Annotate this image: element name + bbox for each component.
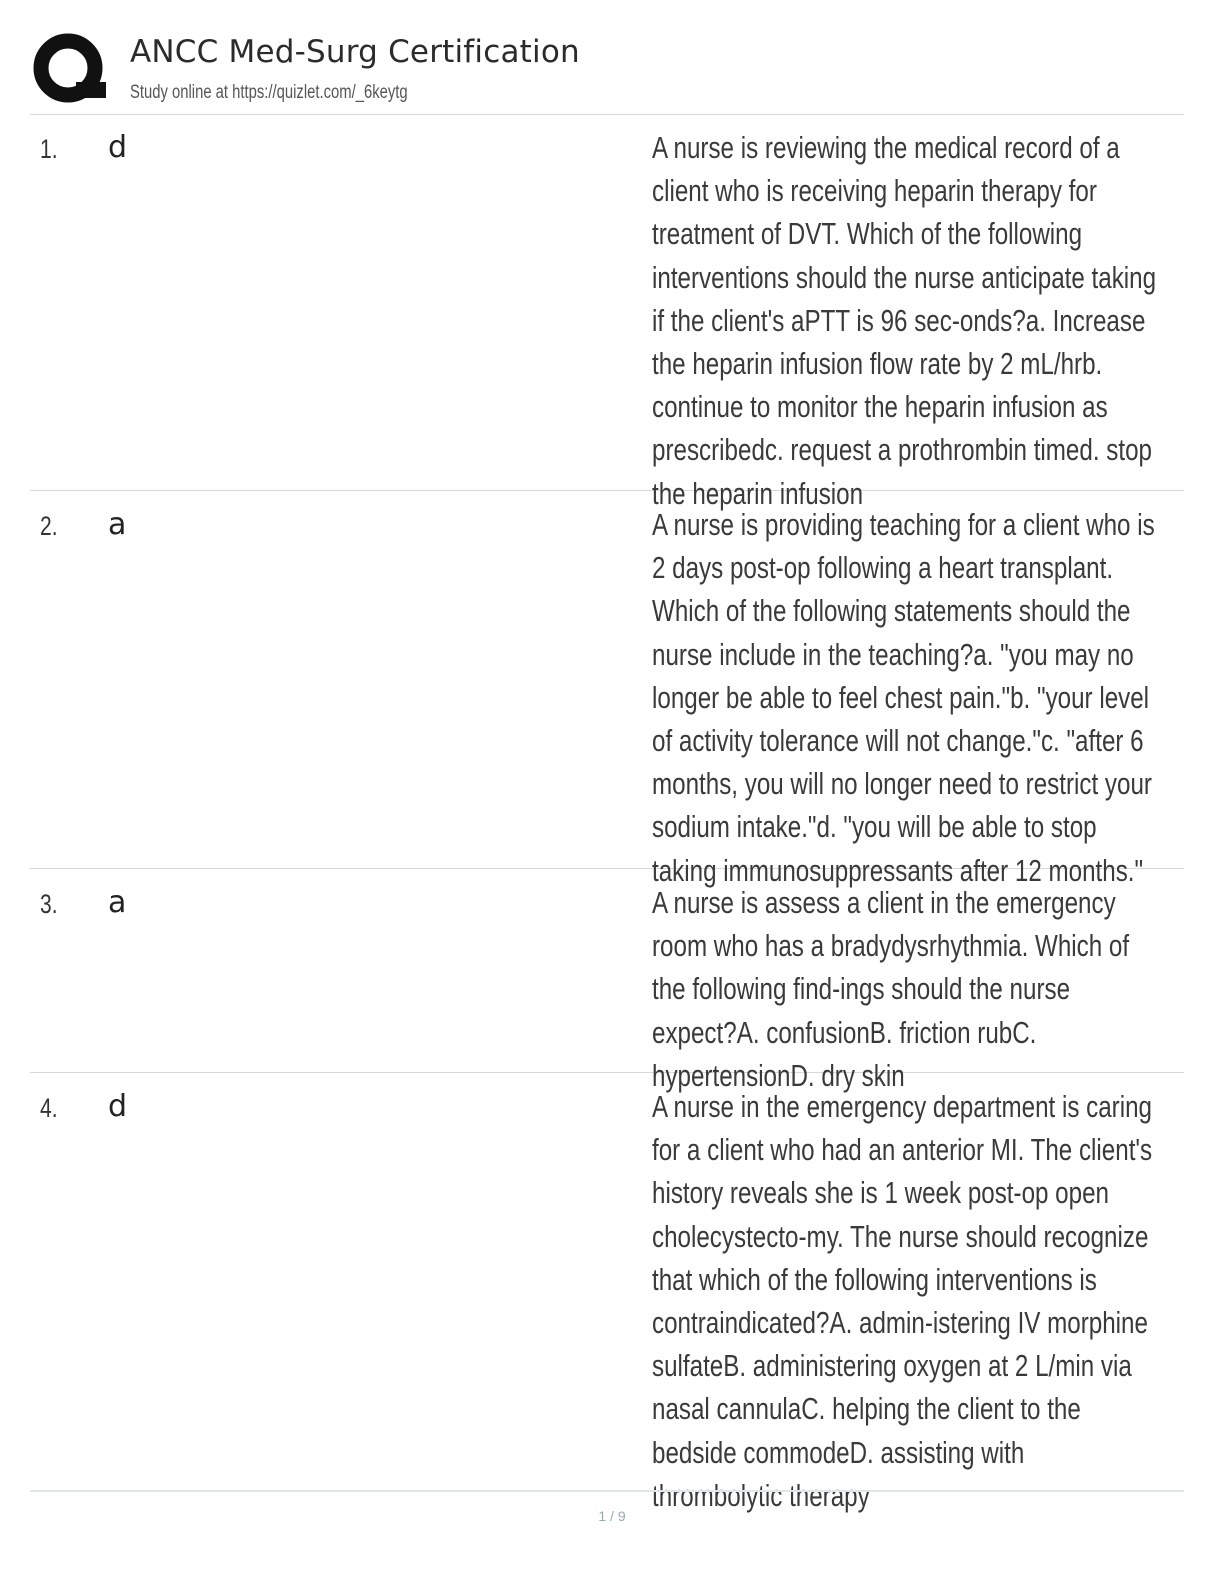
page-header: [30, 30, 1184, 115]
card-answer: a: [108, 885, 127, 920]
card-number: 1.: [40, 134, 58, 164]
flashcard: [30, 869, 1184, 1093]
card-question: A nurse in the emergency department is caring for a client who had an anterior MI. The client's history reveals she is 1 week post-op open cholecystecto-my. The nurse should recognize that which of the following interventions is contraindicated?A. admin-istering IV morphine sulfateB. administering oxygen at 2 L/min via nasal cannulaC. helping the client to the bedside commodeD. assisting with thrombolytic therapy: [652, 1089, 1153, 1513]
document-title: ANCC Med-Surg Certification: [130, 34, 580, 70]
card-number: 4.: [40, 1093, 58, 1123]
flashcard: [30, 491, 1184, 888]
flashcard-list: [30, 114, 1184, 1513]
card-number: 3.: [40, 889, 58, 919]
flashcard: [30, 1073, 1184, 1513]
study-online-link[interactable]: Study online at https://quizlet.com/_6keytg: [130, 82, 408, 103]
card-answer: a: [108, 507, 127, 542]
page-number: 1 / 9: [598, 1508, 626, 1524]
card-question: A nurse is reviewing the medical record of a client who is receiving heparin therapy for treatment of DVT. Which of the following interventions should the nurse anticipate taking if the client's aPTT is 96 sec-onds?a. Increase the heparin infusion flow rate by 2 mL/hrb. continue to monitor the heparin infusion as prescribedc. request a prothrombin timed. stop the heparin infusion: [652, 130, 1157, 511]
quizlet-logo-icon: [30, 30, 110, 110]
card-question: A nurse is assess a client in the emergency room who has a bradydysrhythmia. Which of the following find-ings should the nurse expect?A. confusionB. friction rubC. hypertensionD. dry skin: [652, 885, 1130, 1093]
card-question: A nurse is providing teaching for a client who is 2 days post-op following a heart transplant. Which of the following statements should the nurse include in the teaching?a. "you may no longer be able to feel chest pain."b. "your level of activity tolerance will not change."c. "after 6 months, you will no longer need to restrict your sodium intake."d. "you will be able to stop taking immunosuppressants after 12 months.": [652, 507, 1155, 888]
card-number: 2.: [40, 511, 58, 541]
card-answer: d: [108, 1089, 128, 1124]
flashcard: [30, 114, 1184, 511]
footer-divider: [30, 1490, 1184, 1492]
card-answer: d: [108, 130, 128, 165]
